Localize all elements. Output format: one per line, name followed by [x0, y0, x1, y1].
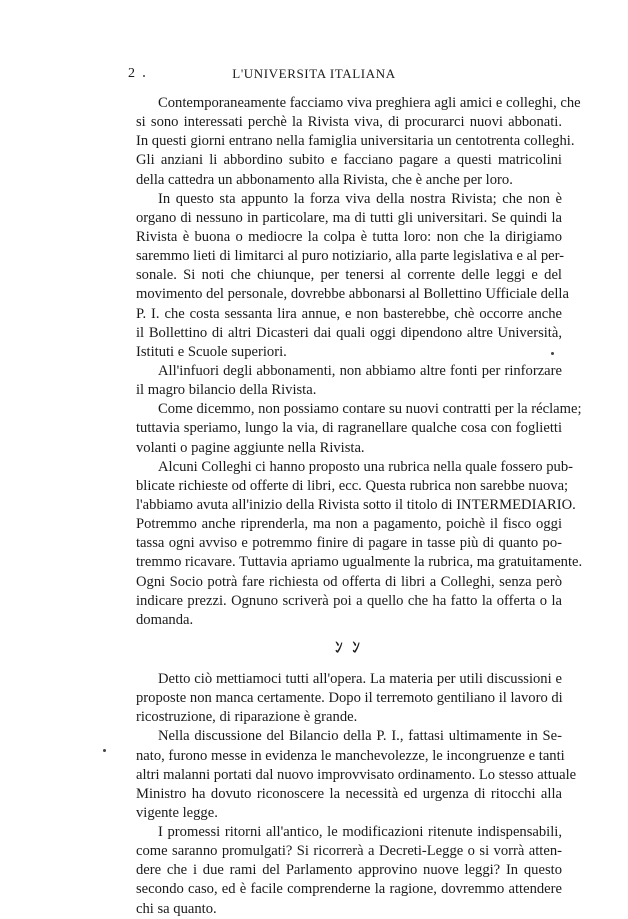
text-line: sonale. Si noti che chiunque, per tenersi al corrente delle leggi e del: [136, 267, 562, 284]
paragraph: [136, 670, 562, 727]
text-line: dere che i due rami del Parlamento approvino nuove leggi? In questo: [136, 862, 562, 879]
text-line: tremmo ricavare. Tuttavia apriamo ugualmente la rubrica, ma gratuitamente.: [136, 554, 583, 571]
text-line: Nella discussione del Bilancio della P. I., fattasi ultimamente in Se-: [158, 728, 562, 745]
text-line: tassa ogni avviso e potremmo finire di pagare in tasse più di quanto po-: [136, 535, 562, 552]
text-line: In questi giorni entrano nella famiglia universitaria un centotrenta colleghi.: [136, 133, 575, 150]
print-speck: [551, 352, 554, 355]
article-body: [136, 94, 583, 919]
text-line: Come dicemmo, non possiamo contare su nuovi contratti per la réclame;: [158, 401, 582, 418]
text-line: Gli anziani li abbordino subito e facciano pagare a questi matricolini: [136, 152, 562, 169]
text-line: proposte non manca certamente. Dopo il terremoto gentiliano il lavoro di: [136, 690, 563, 707]
paragraph: [136, 400, 582, 457]
text-line: chi sa quanto.: [136, 900, 217, 917]
text-line: vigente legge.: [136, 804, 218, 821]
paragraph: [136, 727, 577, 823]
text-line: Potremmo anche riprenderla, ma non a pagamento, poichè il fisco oggi: [136, 516, 562, 533]
text-line: Rivista è buona o mediocre la colpa è tutta loro: non che la dirigiamo: [136, 228, 562, 245]
text-line: il Bollettino di altri Dicasteri dai quali oggi dipendono altre Università,: [136, 324, 562, 341]
text-line: Contemporaneamente facciamo viva preghiera agli amici e colleghi, che: [158, 95, 581, 111]
text-line: nato, furono messe in evidenza le manchevolezze, le incongruenze e tanti: [136, 747, 565, 764]
text-line: P. I. che costa sessanta lira annue, e non basterebbe, chè occorre anche: [136, 305, 562, 322]
text-line: come saranno promulgati? Si ricorrerà a Decreti-Legge o si vorrà atten-: [136, 843, 562, 860]
text-line: organo di nessuno in particolare, ma di tutti gli universitari. Se quindi la: [136, 209, 562, 226]
text-line: domanda.: [136, 611, 194, 628]
print-speck: [103, 749, 106, 752]
text-line: blicate richieste od offerte di libri, ecc. Questa rubrica non sarebbe nuova;: [136, 477, 569, 494]
paragraph: [136, 190, 569, 362]
paragraph: [136, 823, 562, 919]
paragraph: [136, 458, 583, 630]
running-head: L'UNIVERSITA ITALIANA: [232, 66, 396, 81]
text-line: Detto ciò mettiamoci tutti all'opera. La materia per utili discussioni e: [158, 670, 562, 687]
text-line: si sono interessati perchè la Rivista viva, di procurarci nuovi abbonati.: [136, 114, 562, 131]
text-line: movimento del personale, dovrebbe abbonarsi al Bollettino Ufficiale della: [136, 286, 569, 303]
text-line: I promessi ritorni all'antico, le modificazioni ritenute indispensabili,: [158, 824, 562, 841]
text-line: volanti o pagine aggiunte nella Rivista.: [136, 439, 365, 456]
text-line: indicare prezzi. Ognuno scriverà poi a quello che ha fatto la offerta o la: [136, 592, 562, 609]
text-line: All'infuori degli abbonamenti, non abbiamo altre fonti per rinforzare: [158, 362, 562, 379]
section-ornament: ﾝ ﾝ: [335, 639, 363, 656]
print-speck: [143, 75, 145, 77]
text-line: Ogni Socio potrà fare richiesta od offerta di libri a Colleghi, senza però: [136, 573, 562, 590]
paragraph: [136, 94, 581, 190]
text-line: Alcuni Colleghi ci hanno proposto una rubrica nella quale fossero pub-: [158, 458, 574, 475]
text-line: saremmo lieti di limitarci al puro notiziario, alla parte legislativa e al per-: [136, 248, 565, 265]
text-line: il magro bilancio della Rivista.: [136, 382, 317, 399]
text-line: Istituti e Scuole superiori.: [136, 343, 287, 360]
paragraph: [136, 362, 562, 400]
text-line: altri malanni portati dal nuovo improvvisato ordinamento. Lo stesso attuale: [136, 766, 577, 783]
text-line: Ministro ha dovuto riconoscere la necessità ed urgenza di ritocchi alla: [136, 785, 562, 802]
text-line: tuttavia speriamo, lungo la via, di ragranellare qualche cosa con foglietti: [136, 420, 562, 437]
text-line: In questo sta appunto la forza viva della nostra Rivista; che non è: [158, 190, 562, 207]
text-line: ricostruzione, di riparazione è grande.: [136, 709, 358, 726]
text-line: della cattedra un abbonamento alla Rivista, che è anche per loro.: [136, 171, 513, 188]
page-number: 2: [128, 66, 135, 81]
text-line: l'abbiamo avuta all'inizio della Rivista sotto il titolo di INTERMEDIARIO.: [136, 496, 576, 513]
text-line: secondo caso, ed è facile comprenderne la ragione, dovremmo attendere: [136, 881, 562, 898]
